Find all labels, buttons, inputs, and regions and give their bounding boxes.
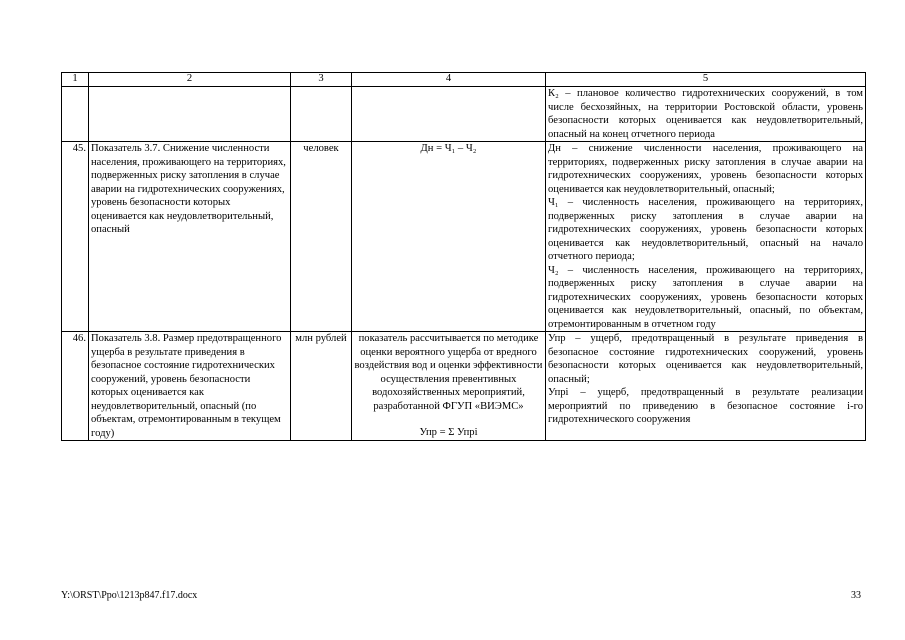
table-row-continuation <box>62 87 866 142</box>
table-row-46 <box>62 332 866 441</box>
description-upr: Упр – ущерб, предотвращенный в результате приведения в безопасное состояние гидротехнических сооружений, уровень безопасности которых оценивается как неудовлетворительный, опасный; <box>548 333 863 385</box>
row-number: 46. <box>62 332 89 441</box>
cont-cell-num <box>62 87 89 142</box>
indicator-name: Показатель 3.8. Размер предотвращенного ущерба в результате приведения в безопасное состояние гидротехнических сооружений, уровень безопасности которых оценивается как неудовлетворительный, опасный (по объектам, отремонтированным в текущем году) <box>89 332 291 441</box>
row-number: 45. <box>62 142 89 332</box>
unit-of-measure: человек <box>291 142 352 332</box>
footer-file-path: Y:\ORST\Ppo\1213p847.f17.docx <box>61 590 198 601</box>
description-ch1: Ч₁ – численность населения, проживающего на территориях, подверженных риску затопления в случае аварии на гидротехнических сооружениях, уровень безопасности которых оценивается как неудовлетворительный, опасный на начало отчетного периода; <box>548 197 863 262</box>
table-row-45 <box>62 142 866 332</box>
header-row <box>62 73 866 87</box>
cont-cell-formula <box>352 87 546 142</box>
description-ch2: Ч₂ – численность населения, проживающего на территориях, подверженных риску затопления в случае аварии на гидротехнических сооружениях, уровень безопасности которых оценивается как неудовлетворительный, опасный, по объектам, отремонтированным в отчетном году <box>548 264 863 330</box>
header-col-2: 2 <box>89 73 291 87</box>
calculation-formula: Дн = Ч₁ – Ч₂ <box>352 142 546 332</box>
indicators-table <box>61 72 866 441</box>
description-upri: Упрi – ущерб, предотвращенный в результате реализации мероприятий по приведению в безопасное состояние i-го гидротехнического сооружения <box>548 387 863 425</box>
variable-descriptions <box>546 332 866 441</box>
page-number: 33 <box>851 590 861 601</box>
calculation-method <box>352 332 546 441</box>
calculation-formula: Упр = Σ Упрi <box>419 427 478 438</box>
header-col-3: 3 <box>291 73 352 87</box>
method-text: показатель рассчитывается по методике оценки вероятного ущерба от вредного воздействия вод и оценки эффективности осуществления превентивных водохозяйственных мероприятий, разработанной ФГУП «ВИЭМС» <box>354 333 543 412</box>
cont-cell-unit <box>291 87 352 142</box>
header-col-1: 1 <box>62 73 89 87</box>
cont-cell-description <box>546 87 866 142</box>
unit-of-measure: млн рублей <box>291 332 352 441</box>
formula-spacer <box>354 413 543 426</box>
description-k2: К₂ – плановое количество гидротехнических сооружений, в том числе бесхозяйных, на территории Ростовской области, уровень безопасности которых оценивается как неудовлетворительный, опасный на конец отчетного периода <box>548 88 863 140</box>
description-dn: Дн – снижение численности населения, проживающего на территориях, подверженных риску затопления в случае аварии на гидротехнических сооружениях, уровень безопасности которых оценивается как неудовлетворительный, опасный; <box>548 143 863 195</box>
header-col-4: 4 <box>352 73 546 87</box>
indicator-name: Показатель 3.7. Снижение численности населения, проживающего на территориях, подверженных риску затопления в случае аварии на гидротехнических сооружениях, уровень безопасности которых оценивается как неудовлетворительный, опасный <box>89 142 291 332</box>
variable-descriptions <box>546 142 866 332</box>
header-col-5: 5 <box>546 73 866 87</box>
cont-cell-name <box>89 87 291 142</box>
